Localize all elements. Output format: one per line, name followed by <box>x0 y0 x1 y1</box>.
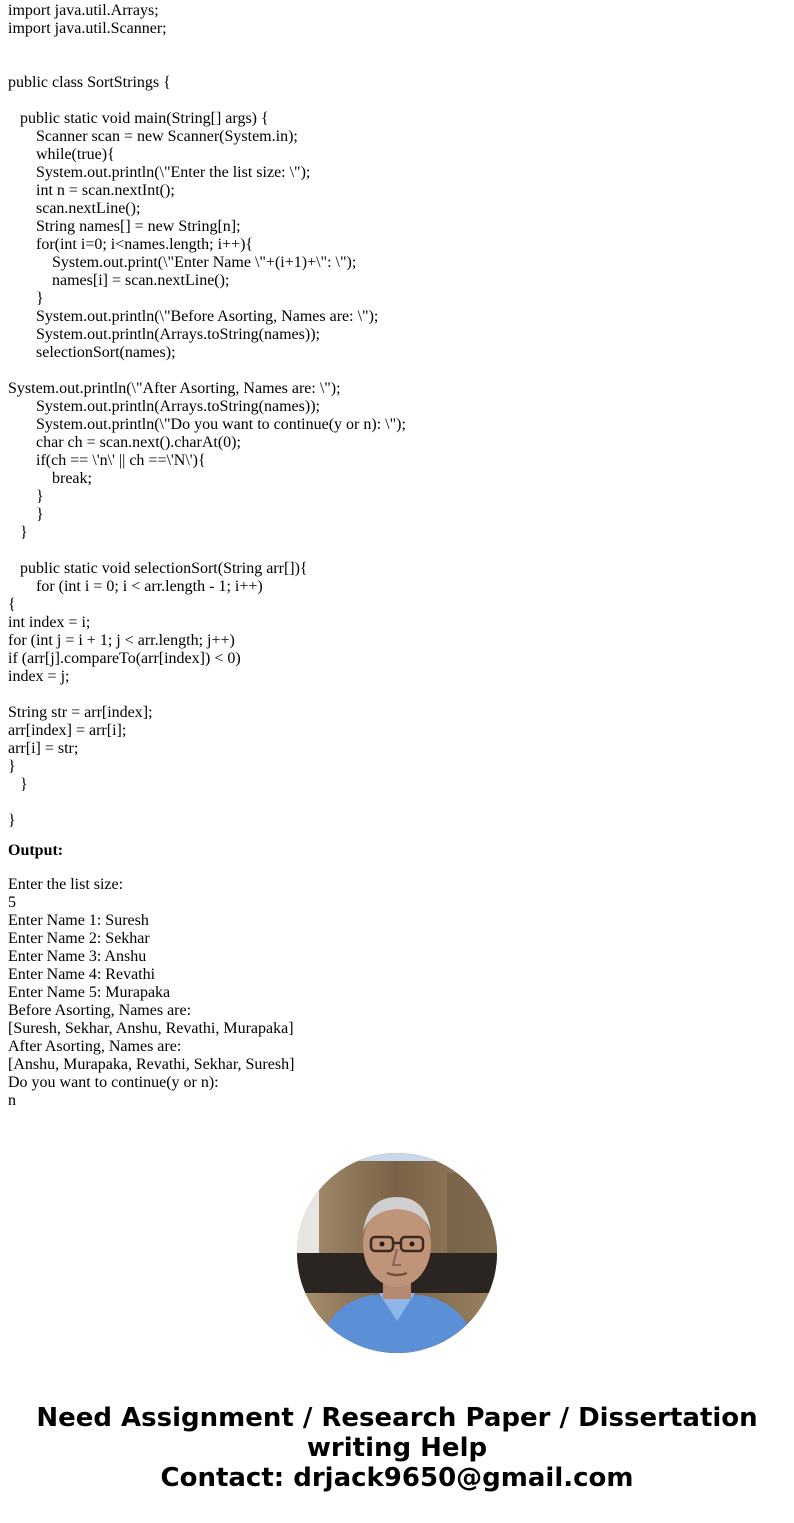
code-line <box>8 56 788 74</box>
code-line: System.out.println(\"After Asorting, Names are: \"); <box>8 380 341 397</box>
code-line: { <box>8 596 16 613</box>
code-line <box>8 686 788 704</box>
output-block <box>8 876 788 1110</box>
document-body <box>8 2 788 1110</box>
code-line: import java.util.Scanner; <box>8 20 167 37</box>
output-line: 5 <box>8 894 16 911</box>
code-line: System.out.println(\"Do you want to continue(y or n): \"); <box>8 416 406 433</box>
output-line: Enter Name 5: Murapaka <box>8 984 171 1001</box>
code-line: } <box>8 290 44 307</box>
banner-line-1: Need Assignment / Research Paper / Dissertation <box>36 1403 758 1433</box>
code-line: } <box>8 506 44 523</box>
banner-line-2: writing Help <box>306 1433 488 1463</box>
code-line: String names[] = new String[n]; <box>8 218 241 235</box>
code-line: if (arr[j].compareTo(arr[index]) < 0) <box>8 650 241 667</box>
code-line: int index = i; <box>8 614 91 631</box>
author-photo-graphic <box>297 1153 497 1353</box>
code-line: System.out.println(Arrays.toString(names)); <box>8 326 320 343</box>
code-line: break; <box>8 470 92 487</box>
code-line: char ch = scan.next().charAt(0); <box>8 434 241 451</box>
output-line: After Asorting, Names are: <box>8 1038 182 1055</box>
code-line: arr[index] = arr[i]; <box>8 722 127 739</box>
output-line: Enter Name 1: Suresh <box>8 912 149 929</box>
code-line <box>8 362 788 380</box>
code-line: if(ch == \'n\' || ch ==\'N\'){ <box>8 452 206 469</box>
code-line: import java.util.Arrays; <box>8 2 159 19</box>
code-line: } <box>8 758 16 775</box>
code-line: while(true){ <box>8 146 115 163</box>
code-block <box>8 2 788 830</box>
code-line: System.out.println(\"Before Asorting, Names are: \"); <box>8 308 379 325</box>
output-line: n <box>8 1092 16 1109</box>
code-line <box>8 38 788 56</box>
output-line: Enter Name 2: Sekhar <box>8 930 150 947</box>
code-line: arr[i] = str; <box>8 740 79 757</box>
code-line: } <box>8 488 44 505</box>
output-line: Enter Name 3: Anshu <box>8 948 147 965</box>
code-line: System.out.print(\"Enter Name \"+(i+1)+\": \"); <box>8 254 357 271</box>
code-line: for (int i = 0; i < arr.length - 1; i++) <box>8 578 263 595</box>
code-line <box>8 92 788 110</box>
code-line: } <box>8 524 28 541</box>
output-line: [Anshu, Murapaka, Revathi, Sekhar, Suresh] <box>8 1056 295 1073</box>
code-line: names[i] = scan.nextLine(); <box>8 272 230 289</box>
code-line <box>8 794 788 812</box>
code-line: System.out.println(Arrays.toString(names)); <box>8 398 320 415</box>
author-photo <box>297 1153 497 1353</box>
code-line: public static void selectionSort(String arr[]){ <box>8 560 308 577</box>
code-line <box>8 542 788 560</box>
output-line: Enter Name 4: Revathi <box>8 966 156 983</box>
code-line: String str = arr[index]; <box>8 704 153 721</box>
code-line: Scanner scan = new Scanner(System.in); <box>8 128 298 145</box>
code-line: } <box>8 812 16 829</box>
code-line: System.out.println(\"Enter the list size: \"); <box>8 164 311 181</box>
code-line: for (int j = i + 1; j < arr.length; j++) <box>8 632 235 649</box>
code-line: int n = scan.nextInt(); <box>8 182 175 199</box>
code-line: scan.nextLine(); <box>8 200 141 217</box>
code-line: index = j; <box>8 668 70 685</box>
code-line: for(int i=0; i<names.length; i++){ <box>8 236 254 253</box>
code-line: public static void main(String[] args) { <box>8 110 269 127</box>
output-line: Do you want to continue(y or n): <box>8 1074 219 1091</box>
code-line: selectionSort(names); <box>8 344 176 361</box>
contact-banner <box>0 1403 794 1493</box>
output-line: [Suresh, Sekhar, Anshu, Revathi, Murapaka] <box>8 1020 294 1037</box>
output-line: Enter the list size: <box>8 876 124 893</box>
output-line: Before Asorting, Names are: <box>8 1002 192 1019</box>
code-line: } <box>8 776 28 793</box>
output-heading: Output: <box>8 842 64 859</box>
code-line: public class SortStrings { <box>8 74 171 91</box>
banner-contact-email: Contact: drjack9650@gmail.com <box>160 1463 634 1493</box>
